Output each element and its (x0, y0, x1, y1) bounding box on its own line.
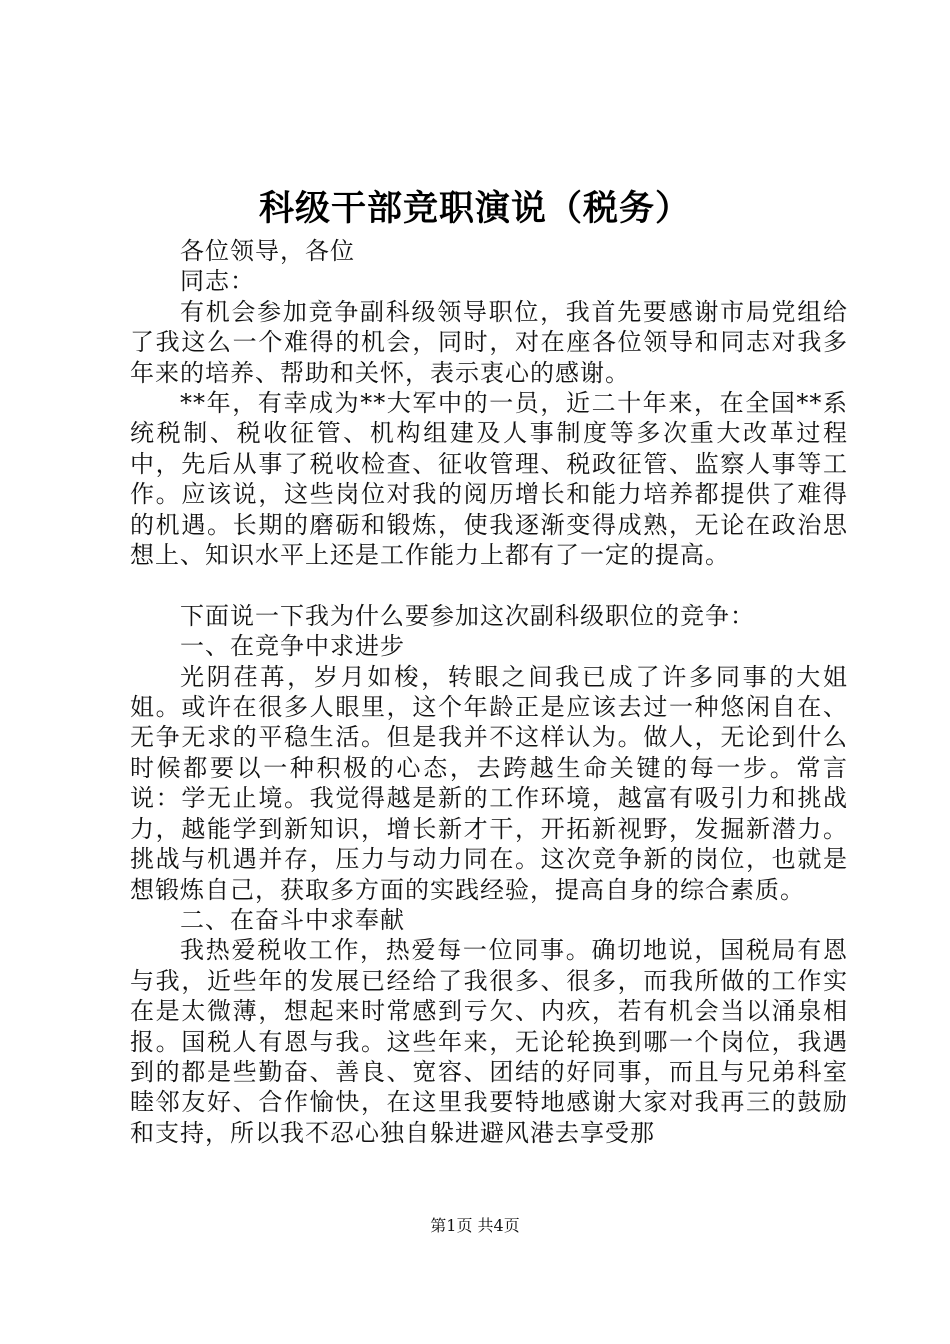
paragraph-section-1: 光阴荏苒，岁月如梭，转眼之间我已成了许多同事的大姐姐。或许在很多人眼里，这个年龄正是应该去过一种悠闲自在、无争无求的平稳生活。但是我并不这样认为。做人，无论到什么时候都要以一种积极的心态，去跨越生命关键的每一步。常言说：学无止境。我觉得越是新的工作环境，越富有吸引力和挑战力，越能学到新知识，增长新才干，开拓新视野，发掘新潜力。挑战与机遇并存，压力与动力同在。这次竞争新的岗位，也就是想锻炼自己，获取多方面的实践经验，提高自身的综合素质。 (130, 662, 848, 904)
paragraph-experience: **年，有幸成为**大军中的一员，近二十年来，在全国**系统税制、税收征管、机构组建及人事制度等多次重大改革过程中，先后从事了税收检查、征收管理、税政征管、监察人事等工作。应该说，这些岗位对我的阅历增长和能力培养都提供了难得的机遇。长期的磨砺和锻炼，使我逐渐变得成熟，无论在政治思想上、知识水平上还是工作能力上都有了一定的提高。 (130, 389, 848, 570)
page-footer: 第1页 共4页 (430, 1216, 520, 1235)
section-heading-2: 二、在奋斗中求奉献 (180, 905, 405, 934)
document-title: 科级干部竞职演说（税务） (258, 188, 691, 229)
paragraph-reasons-intro: 下面说一下我为什么要参加这次副科级职位的竞争： (180, 601, 755, 630)
paragraph-section-2: 我热爱税收工作，热爱每一位同事。确切地说，国税局有恩与我，近些年的发展已经给了我很多、很多，而我所做的工作实在是太微薄，想起来时常感到亏欠、内疚，若有机会当以涌泉相报。国税人有恩与我。这些年来，无论轮换到哪一个岗位，我遇到的都是些勤奋、善良、宽容、团结的好同事，而且与兄弟科室睦邻友好、合作愉快，在这里我要特地感谢大家对我再三的鼓励和支持，所以我不忍心独自躲进避风港去享受那 (130, 936, 848, 1147)
section-heading-1: 一、在竞争中求进步 (180, 632, 405, 661)
paragraph-opening: 有机会参加竞争副科级领导职位，我首先要感谢市局党组给了我这么一个难得的机会，同时，对在座各位领导和同志对我多年来的培养、帮助和关怀，表示衷心的感谢。 (130, 297, 848, 387)
greeting-line-1: 各位领导，各位 (180, 237, 355, 265)
document-body (130, 236, 848, 1148)
blank-line (130, 570, 848, 600)
greeting-line-2: 同志： (180, 267, 255, 296)
